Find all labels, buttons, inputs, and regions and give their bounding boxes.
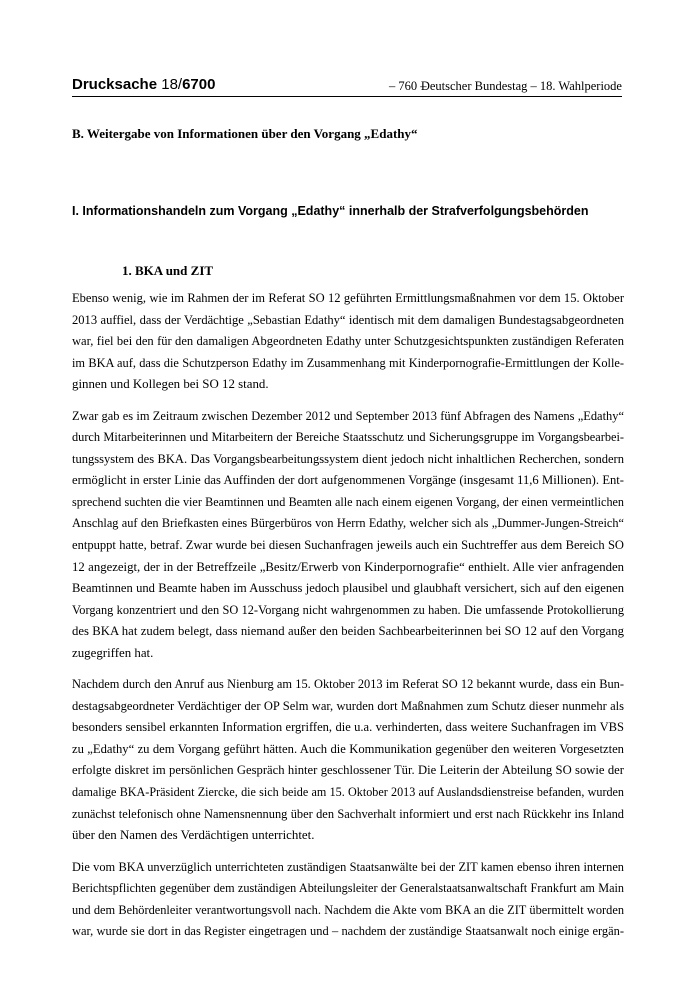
text-line: Berichtspflichten gegenüber dem zuständigen Abteilungsleiter der Generalstaatsanwaltschaft Frankfurt am Main bbox=[72, 881, 624, 896]
text-line: damalige BKA-Präsident Ziercke, die sich beide am 15. Oktober 2013 auf Auslandsdienstreise befanden, wurden bbox=[72, 785, 624, 800]
text-line: Beamtinnen und Beamte haben im Ausschuss jedoch plausibel und glaubhaft versichert, sich auf den eigenen bbox=[72, 581, 624, 596]
body-text bbox=[72, 288, 624, 953]
text-line: sprechend suchten die vier Beamtinnen und Beamten alle nach einem eigenen Vorgang, der einen vermeintlichen bbox=[72, 494, 624, 509]
text-line: durch Mitarbeiterinnen und Mitarbeitern der Bereiche Staatsschutz und Sicherungsgruppe im Vorgangsbearbei- bbox=[72, 430, 624, 445]
text-line: Nachdem durch den Anruf aus Nienburg am 15. Oktober 2013 im Referat SO 12 bekannt wurde, dass ein Bun- bbox=[72, 677, 624, 692]
paragraph bbox=[72, 674, 624, 846]
text-line: war, fiel bei den für den damaligen Abgeordneten Edathy unter Schutzgesichtspunkten zuständigen Referaten bbox=[72, 334, 624, 349]
text-line: im BKA auf, dass die Schutzperson Edathy im Zusammenhang mit Kinderpornografie-Ermittlungen der Kolle- bbox=[72, 355, 624, 370]
paragraph bbox=[72, 857, 624, 943]
paragraph bbox=[72, 288, 624, 396]
document-number-value: 6700 bbox=[182, 76, 216, 93]
section-heading-b: B. Weitergabe von Informationen über den Vorgang „Edathy“ bbox=[72, 126, 418, 141]
document-label: Drucksache bbox=[72, 76, 158, 93]
text-line: zugegriffen hat. bbox=[72, 645, 154, 660]
text-line: Zwar gab es im Zeitraum zwischen Dezember 2012 und September 2013 fünf Abfragen des Namens „Edathy“ bbox=[72, 408, 624, 423]
section-heading-i: I. Informationshandeln zum Vorgang „Edathy“ innerhalb der Strafverfolgungsbehörden bbox=[72, 204, 589, 218]
text-line: zu „Edathy“ zu dem Vorgang geführt hätten. Auch die Kommunikation gegenüber den weiteren Vorgesetzten bbox=[72, 741, 624, 756]
text-line: entpuppt hatte, betraf. Zwar wurde bei diesen Suchanfragen jeweils auch ein Suchtreffer aus dem Bereich SO bbox=[72, 538, 624, 553]
text-line: zunächst telefonisch ohne Namensnennung über den Sachverhalt informiert und erst nach Rückkehr ins Inland bbox=[72, 806, 624, 821]
document-number bbox=[72, 76, 215, 94]
text-line: ginnen und Kollegen bei SO 12 stand. bbox=[72, 377, 269, 392]
text-line: Anschlag auf den Briefkasten eines Bürgerbüros von Herrn Edathy, welcher sich als „Dummer-Jungen-Streich“ bbox=[72, 516, 624, 531]
text-line: des BKA hat zudem belegt, dass niemand außer den beiden Sachbearbeiterinnen bei SO 12 auf den Vorgang bbox=[72, 624, 624, 639]
page-number: – 760 – bbox=[389, 79, 427, 93]
text-line: war, wurde sie dort in das Register eingetragen und – nachdem der zuständige Staatsanwalt noch einige ergän- bbox=[72, 924, 624, 939]
paragraph bbox=[72, 406, 624, 665]
text-line: tungssystem des BKA. Das Vorgangsbearbeitungssystem dient jedoch nicht inhaltlichen Recherchen, sondern bbox=[72, 451, 624, 466]
text-line: und dem Behördenleiter verantwortungsvoll nach. Nachdem die Akte vom BKA an die ZIT übermittelt worden bbox=[72, 902, 624, 917]
text-line: Die vom BKA unverzüglich unterrichteten zuständigen Staatsanwälte bei der ZIT kamen ebenso ihren internen bbox=[72, 859, 624, 874]
subsection-heading-1: 1. BKA und ZIT bbox=[122, 263, 214, 278]
text-line: besonders sensibel erkannten Information ergriffen, die u.a. verhinderten, dass weitere Suchanfragen im VBS bbox=[72, 720, 624, 735]
text-line: Vorgang konzentriert und den SO 12-Vorgang nicht wahrgenommen zu haben. Die umfassende Protokollierung bbox=[72, 602, 624, 617]
text-line: über den Namen des Verdächtigen unterrichtet. bbox=[72, 828, 315, 843]
text-line: erfolgte diskret im persönlichen Gespräch hinter geschlossener Tür. Die Leiterin der Abteilung SO sowie der bbox=[72, 763, 624, 778]
text-line: destagsabgeordneter Verdächtiger der OP Selm war, wurden dort Maßnahmen zum Schutz dieser nunmehr als bbox=[72, 698, 624, 713]
page-header bbox=[72, 76, 622, 97]
text-line: 2013 auffiel, dass der Verdächtige „Sebastian Edathy“ identisch mit dem damaligen Bundestagsabgeordneten bbox=[72, 312, 624, 327]
legislative-period: Deutscher Bundestag – 18. Wahlperiode bbox=[420, 79, 622, 93]
text-line: ermöglicht in erster Linie das Auffinden der dort aufgenommenen Vorgänge (insgesamt 11,6 Millionen). Ent- bbox=[72, 473, 624, 488]
text-line: Ebenso wenig, wie im Rahmen der im Referat SO 12 geführten Ermittlungsmaßnahmen vor dem 15. Oktober bbox=[72, 291, 624, 305]
document-number-prefix: 18/ bbox=[161, 76, 183, 93]
text-line: 12 angezeigt, der in der Betreffzeile „Besitz/Erwerb von Kinderpornografie“ enthielt. Alle vier anfragenden bbox=[72, 559, 624, 574]
